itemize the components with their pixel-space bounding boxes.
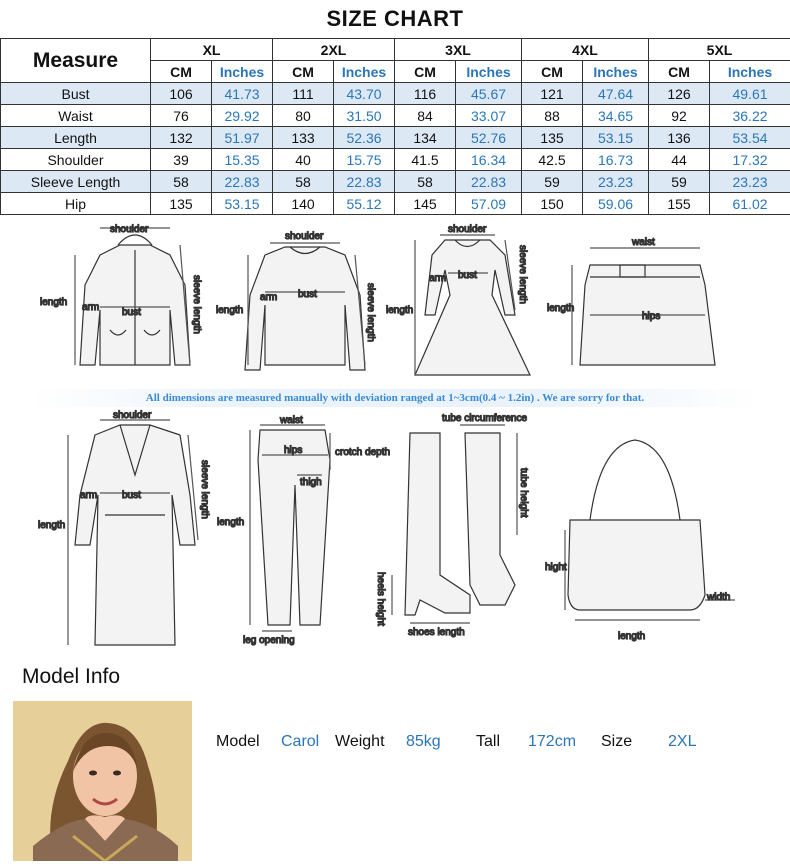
inch-value-cell: 23.23 — [710, 171, 790, 193]
inch-value-cell: 22.83 — [456, 171, 522, 193]
size-label: Size — [601, 733, 633, 750]
cm-value-cell: 80 — [273, 105, 334, 127]
inch-value-cell: 47.64 — [583, 83, 649, 105]
table-row — [1, 127, 790, 149]
cm-value-cell: 134 — [395, 127, 456, 149]
dress-arm-label: arm — [429, 273, 447, 284]
measure-header: Measure — [1, 39, 151, 83]
size-table — [0, 38, 790, 215]
pants-crotch-label: crotch depth — [335, 447, 391, 458]
dress-bust-label: bust — [458, 270, 477, 281]
cm-value-cell: 155 — [649, 193, 710, 215]
bag-width-label: width — [707, 592, 731, 603]
size-header: 3XL — [395, 39, 522, 61]
coat-shoulder-label: shoulder — [113, 410, 152, 421]
sweater-length-label: length — [216, 305, 244, 316]
size-value: 2XL — [668, 733, 697, 750]
cm-value-cell: 39 — [151, 149, 212, 171]
dress-shoulder-label: shoulder — [448, 224, 487, 235]
cm-value-cell: 135 — [151, 193, 212, 215]
cm-value-cell: 140 — [273, 193, 334, 215]
cm-value-cell: 145 — [395, 193, 456, 215]
cm-value-cell: 59 — [522, 171, 583, 193]
cm-value-cell: 59 — [649, 171, 710, 193]
dress-sketch — [415, 235, 530, 375]
jacket-bust-label: bust — [122, 307, 141, 318]
size-header: 4XL — [522, 39, 649, 61]
inch-value-cell: 59.06 — [583, 193, 649, 215]
cm-value-cell: 41.5 — [395, 149, 456, 171]
unit-cm-header: CM — [151, 61, 212, 83]
cm-value-cell: 92 — [649, 105, 710, 127]
cm-value-cell: 40 — [273, 149, 334, 171]
jacket-shoulder-label: shoulder — [110, 224, 149, 235]
pants-thigh-label: thigh — [300, 477, 322, 488]
measurement-note: All dimensions are measured manually with deviation ranged at 1~3cm(0.4 ~ 1.2in) . We are sorry for that. — [30, 389, 760, 407]
inch-value-cell: 49.61 — [710, 83, 790, 105]
table-row — [1, 171, 790, 193]
cm-value-cell: 136 — [649, 127, 710, 149]
inch-value-cell: 31.50 — [334, 105, 395, 127]
inch-value-cell: 16.34 — [456, 149, 522, 171]
weight-label: Weight — [335, 733, 385, 750]
cm-value-cell: 150 — [522, 193, 583, 215]
inch-value-cell: 36.22 — [710, 105, 790, 127]
coat-bust-label: bust — [122, 490, 141, 501]
measure-name: Length — [1, 127, 151, 149]
boots-sketch — [392, 425, 517, 623]
chart-title: SIZE CHART — [326, 6, 464, 31]
pants-hips-label: hips — [284, 445, 303, 456]
inch-value-cell: 34.65 — [583, 105, 649, 127]
size-header: 2XL — [273, 39, 395, 61]
bag-length-label: length — [618, 631, 646, 642]
cm-value-cell: 76 — [151, 105, 212, 127]
inch-value-cell: 52.36 — [334, 127, 395, 149]
bag-hight-label: hight — [545, 562, 567, 573]
cm-value-cell: 58 — [273, 171, 334, 193]
inch-value-cell: 53.54 — [710, 127, 790, 149]
inch-value-cell: 15.75 — [334, 149, 395, 171]
model-photo — [13, 701, 192, 861]
coat-arm-label: arm — [80, 490, 98, 501]
coat-sketch — [68, 420, 198, 645]
boots-shoes-length-label: shoes length — [408, 627, 465, 638]
model-label: Model — [216, 733, 260, 750]
measure-name: Bust — [1, 83, 151, 105]
sweater-arm-label: arm — [260, 292, 278, 303]
cm-value-cell: 111 — [273, 83, 334, 105]
dress-length-label: length — [386, 305, 414, 316]
inch-value-cell: 22.83 — [212, 171, 273, 193]
cm-value-cell: 133 — [273, 127, 334, 149]
inch-value-cell: 45.67 — [456, 83, 522, 105]
skirt-length-label: length — [547, 303, 575, 314]
sweater-sketch — [245, 243, 365, 370]
inch-value-cell: 22.83 — [334, 171, 395, 193]
size-header: XL — [151, 39, 273, 61]
cm-value-cell: 88 — [522, 105, 583, 127]
unit-inches-header: Inches — [710, 61, 790, 83]
cm-value-cell: 84 — [395, 105, 456, 127]
unit-cm-header: CM — [395, 61, 456, 83]
cm-value-cell: 42.5 — [522, 149, 583, 171]
inch-value-cell: 43.70 — [334, 83, 395, 105]
sweater-shoulder-label: shoulder — [285, 231, 324, 242]
cm-value-cell: 106 — [151, 83, 212, 105]
inch-value-cell: 33.07 — [456, 105, 522, 127]
cm-value-cell: 58 — [395, 171, 456, 193]
jacket-sketch — [75, 228, 190, 365]
unit-inches-header: Inches — [334, 61, 395, 83]
pants-length-label: length — [217, 517, 245, 528]
jacket-length-label: length — [40, 297, 68, 308]
measure-name: Waist — [1, 105, 151, 127]
table-row — [1, 193, 790, 215]
coat-length-label: length — [38, 520, 66, 531]
cm-value-cell: 126 — [649, 83, 710, 105]
skirt-waist-label: waist — [632, 237, 655, 248]
inch-value-cell: 52.76 — [456, 127, 522, 149]
inch-value-cell: 29.92 — [212, 105, 273, 127]
cm-value-cell: 121 — [522, 83, 583, 105]
table-row — [1, 105, 790, 127]
unit-cm-header: CM — [522, 61, 583, 83]
dress-sleeve-label: sleeve length — [517, 245, 528, 304]
inch-value-cell: 51.97 — [212, 127, 273, 149]
coat-sleeve-label: sleeve length — [199, 460, 210, 519]
measure-name: Sleeve Length — [1, 171, 151, 193]
pants-waist-label: waist — [280, 415, 303, 426]
unit-inches-header: Inches — [583, 61, 649, 83]
inch-value-cell: 53.15 — [212, 193, 273, 215]
cm-value-cell: 135 — [522, 127, 583, 149]
model-value: Carol — [281, 733, 320, 750]
cm-value-cell: 132 — [151, 127, 212, 149]
unit-inches-header: Inches — [212, 61, 273, 83]
inch-value-cell: 57.09 — [456, 193, 522, 215]
unit-inches-header: Inches — [456, 61, 522, 83]
measurement-sketches — [0, 215, 790, 655]
model-info-title: Model Info — [22, 665, 121, 688]
sweater-sleeve-label: sleeve length — [365, 283, 376, 342]
skirt-hips-label: hips — [642, 311, 661, 322]
measure-name: Shoulder — [1, 149, 151, 171]
inch-value-cell: 15.35 — [212, 149, 273, 171]
cm-value-cell: 116 — [395, 83, 456, 105]
tall-label: Tall — [476, 733, 501, 750]
boots-tube-height-label: tube height — [518, 468, 529, 518]
inch-value-cell: 55.12 — [334, 193, 395, 215]
jacket-sleeve-label: sleeve length — [191, 275, 202, 334]
cm-value-cell: 44 — [649, 149, 710, 171]
inch-value-cell: 41.73 — [212, 83, 273, 105]
inch-value-cell: 16.73 — [583, 149, 649, 171]
size-header: 5XL — [649, 39, 790, 61]
inch-value-cell: 53.15 — [583, 127, 649, 149]
cm-value-cell: 58 — [151, 171, 212, 193]
unit-cm-header: CM — [649, 61, 710, 83]
boots-heels-height-label: heels height — [375, 572, 386, 626]
weight-value: 85kg — [406, 733, 441, 750]
jacket-arm-label: arm — [82, 302, 100, 313]
skirt-sketch — [572, 248, 715, 365]
measure-name: Hip — [1, 193, 151, 215]
unit-cm-header: CM — [273, 61, 334, 83]
sweater-bust-label: bust — [298, 289, 317, 300]
boots-tube-circumference-label: tube circumference — [442, 413, 528, 424]
table-row — [1, 83, 790, 105]
inch-value-cell: 23.23 — [583, 171, 649, 193]
inch-value-cell: 17.32 — [710, 149, 790, 171]
pants-leg-opening-label: leg opening — [243, 635, 295, 646]
tall-value: 172cm — [528, 733, 577, 750]
inch-value-cell: 61.02 — [710, 193, 790, 215]
table-row — [1, 149, 790, 171]
